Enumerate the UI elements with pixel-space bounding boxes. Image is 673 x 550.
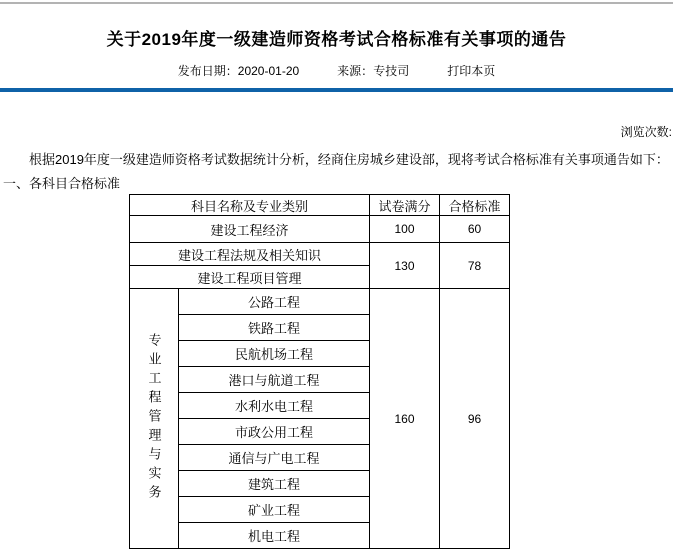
header-full-score: 试卷满分 [370, 195, 440, 216]
specialty-group-label: 专业工程管理与实务 [146, 333, 162, 504]
specialty-highway: 公路工程 [179, 289, 370, 315]
header-pass-score: 合格标准 [440, 195, 510, 216]
pass-score-economics: 60 [440, 216, 510, 243]
view-count-label: 浏览次数: [620, 125, 672, 139]
section-heading: 一、各科目合格标准 [3, 176, 121, 191]
publish-date-label: 发布日期： [177, 64, 238, 78]
table-header-row [130, 195, 510, 216]
specialty-port-waterway: 港口与航道工程 [179, 367, 370, 393]
header-blue-divider [0, 88, 673, 92]
table-row [130, 216, 510, 243]
specialty-civil-aviation: 民航机场工程 [179, 341, 370, 367]
specialty-architecture: 建筑工程 [179, 471, 370, 497]
specialty-railway: 铁路工程 [179, 315, 370, 341]
source-value: 专技司 [373, 64, 410, 78]
specialty-mechatronics: 机电工程 [179, 523, 370, 549]
meta-row [0, 64, 673, 79]
specialty-communication: 通信与广电工程 [179, 445, 370, 471]
table-row [130, 243, 510, 266]
table-row [130, 289, 510, 315]
specialty-mining: 矿业工程 [179, 497, 370, 523]
full-score-economics: 100 [370, 216, 440, 243]
source-label: 来源： [337, 64, 374, 78]
pass-score-law-mgmt: 78 [440, 243, 510, 289]
subject-law: 建设工程法规及相关知识 [130, 243, 370, 266]
full-score-specialty: 160 [370, 289, 440, 549]
print-page-link[interactable]: 打印本页 [447, 64, 496, 78]
specialty-water-conservancy: 水利水电工程 [179, 393, 370, 419]
specialty-group-cell [130, 289, 179, 549]
full-score-law-mgmt: 130 [370, 243, 440, 289]
intro-paragraph: 根据2019年度一级建造师资格考试数据统计分析，经商住房城乡建设部，现将考试合格标准有关事项通告如下： [29, 152, 669, 167]
publish-date-value: 2020-01-20 [237, 64, 300, 78]
header-subject: 科目名称及专业类别 [130, 195, 370, 216]
pass-standard-table [129, 194, 510, 549]
specialty-municipal: 市政公用工程 [179, 419, 370, 445]
publish-date [178, 64, 299, 79]
subject-management: 建设工程项目管理 [130, 266, 370, 289]
pass-score-specialty: 96 [440, 289, 510, 549]
top-divider [0, 2, 673, 4]
page-title: 关于2019年度一级建造师资格考试合格标准有关事项的通告 [106, 30, 567, 49]
source [337, 64, 409, 79]
subject-economics: 建设工程经济 [130, 216, 370, 243]
